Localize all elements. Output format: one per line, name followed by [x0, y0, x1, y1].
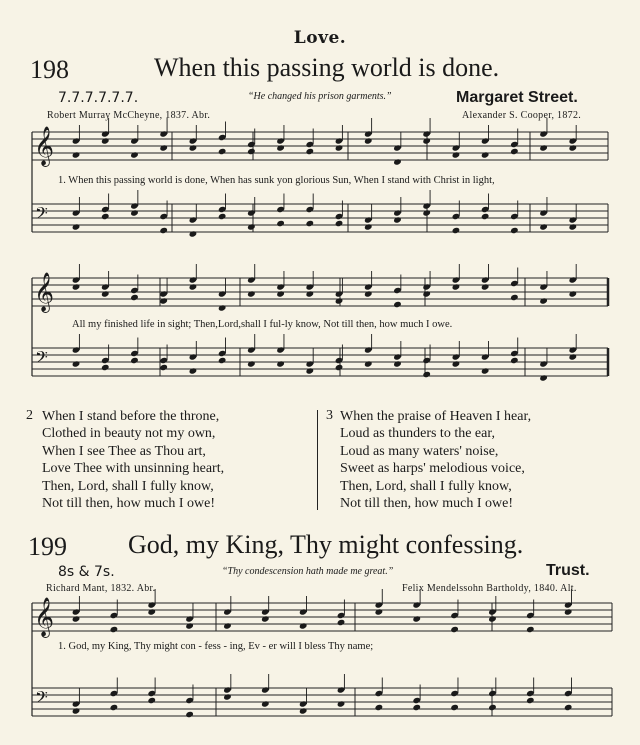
note-head	[539, 297, 548, 304]
music-lyric-line: All my finished life in sight; Then,Lord,shall I ful-ly know, Not till then, how much I owe.	[72, 319, 453, 330]
bass-clef-icon: 𝄢	[35, 687, 48, 712]
note-head	[335, 297, 344, 304]
note-head	[261, 700, 270, 707]
hymn-quote: “He changed his prison garments.”	[248, 91, 392, 102]
composer-credit: Felix Mendelssohn Bartholdy, 1840. Alt.	[402, 583, 577, 594]
note-head	[422, 371, 431, 378]
note-head	[364, 137, 373, 144]
verse-line: Clothed in beauty not my own,	[42, 426, 216, 442]
note-head	[247, 360, 256, 367]
note-head	[299, 707, 308, 714]
note-head	[539, 223, 548, 230]
note-head	[189, 367, 198, 374]
staff	[32, 348, 608, 376]
hymn-meter: 7.7.7.7.7.7.	[58, 90, 139, 106]
note-head	[450, 626, 459, 633]
author-credit: Robert Murray McCheyne, 1837. Abr.	[47, 110, 211, 121]
note-head	[185, 711, 194, 718]
note-head	[218, 213, 227, 220]
treble-clef-icon: 𝄞	[34, 126, 55, 167]
note-head	[422, 290, 431, 297]
note-head	[185, 622, 194, 629]
treble-clef-icon: 𝄞	[34, 272, 55, 313]
note-head	[72, 360, 81, 367]
hymn-number: 199	[28, 532, 67, 561]
note-head	[130, 357, 139, 364]
note-head	[337, 700, 346, 707]
hymn-title: God, my King, Thy might confessing.	[128, 530, 524, 559]
staff	[32, 278, 608, 306]
music-lyric-line: 1. When this passing world is done, When has sunk yon glorious Sun, When I stand with Christ in light,	[58, 175, 495, 186]
note-head	[306, 220, 315, 227]
note-head	[564, 608, 573, 615]
note-head	[488, 615, 497, 622]
note-head	[110, 626, 119, 633]
note-head	[159, 364, 168, 371]
note-head	[223, 693, 232, 700]
note-head	[375, 608, 384, 615]
note-head	[130, 151, 139, 158]
note-head	[101, 364, 110, 371]
note-head	[564, 704, 573, 711]
verse-line: Not till then, how much I owe!	[42, 496, 216, 512]
note-head	[247, 223, 256, 230]
note-head	[481, 151, 490, 158]
note-head	[276, 360, 285, 367]
verse-number: 3	[326, 408, 333, 423]
tune-name: Margaret Street.	[456, 89, 578, 106]
note-head	[364, 223, 373, 230]
note-head	[218, 357, 227, 364]
note-head	[72, 151, 81, 158]
note-head	[101, 213, 110, 220]
verse-number: 2	[26, 408, 33, 423]
note-head	[481, 367, 490, 374]
note-head	[159, 144, 168, 151]
note-head	[510, 227, 519, 234]
note-head	[569, 353, 578, 360]
note-head	[159, 297, 168, 304]
author-credit: Richard Mant, 1832. Abr.	[46, 583, 156, 594]
note-head	[110, 704, 119, 711]
note-head	[299, 622, 308, 629]
hymn-title: When this passing world is done.	[154, 53, 500, 82]
verse-line: When I stand before the throne,	[42, 409, 220, 424]
note-head	[510, 294, 519, 301]
note-head	[306, 290, 315, 297]
staff	[32, 688, 612, 716]
note-head	[393, 301, 402, 308]
bass-clef-icon: 𝄢	[35, 203, 48, 228]
note-head	[412, 615, 421, 622]
note-head	[526, 626, 535, 633]
note-head	[306, 148, 315, 155]
note-head	[276, 290, 285, 297]
verse-line: When I see Thee as Thou art,	[42, 443, 206, 459]
hymn-quote: “Thy condescension hath made me great.”	[222, 566, 394, 577]
note-head	[247, 148, 256, 155]
music-lyric-line: 1. God, my King, Thy might con - fess - ing, Ev - er will I bless Thy name;	[58, 641, 374, 652]
verse-line: Loud as thunders to the ear,	[340, 426, 495, 442]
note-head	[510, 148, 519, 155]
note-head	[452, 227, 461, 234]
note-head	[72, 615, 81, 622]
section-title: Love.	[293, 28, 347, 48]
note-head	[488, 704, 497, 711]
verse-line: Love Thee with unsinning heart,	[42, 461, 225, 477]
note-head	[481, 283, 490, 290]
note-head	[72, 223, 81, 230]
note-head	[223, 622, 232, 629]
note-head	[510, 357, 519, 364]
note-head	[364, 290, 373, 297]
note-head	[569, 290, 578, 297]
note-head	[481, 213, 490, 220]
verse-divider	[317, 410, 318, 510]
note-head	[335, 144, 344, 151]
note-head	[393, 360, 402, 367]
verse-line: When the praise of Heaven I hear,	[340, 409, 532, 424]
treble-clef-icon: 𝄞	[34, 597, 55, 638]
note-head	[130, 209, 139, 216]
composer-credit: Alexander S. Cooper, 1872.	[462, 110, 582, 121]
tune-name: Trust.	[546, 562, 590, 579]
note-head	[306, 367, 315, 374]
note-head	[101, 290, 110, 297]
note-head	[452, 283, 461, 290]
note-head	[422, 137, 431, 144]
note-head	[422, 209, 431, 216]
note-head	[452, 360, 461, 367]
note-head	[147, 608, 156, 615]
note-head	[218, 148, 227, 155]
note-head	[72, 283, 81, 290]
note-head	[526, 697, 535, 704]
verse-line: Then, Lord, shall I fully know,	[42, 478, 214, 494]
note-head	[261, 615, 270, 622]
note-head	[412, 704, 421, 711]
note-head	[218, 304, 227, 311]
note-head	[130, 294, 139, 301]
bass-clef-icon: 𝄢	[35, 347, 48, 372]
note-head	[375, 704, 384, 711]
note-head	[569, 144, 578, 151]
note-head	[247, 290, 256, 297]
verse-line: Not till then, how much I owe!	[340, 496, 514, 512]
note-head	[335, 220, 344, 227]
staff	[32, 603, 612, 631]
note-head	[276, 220, 285, 227]
note-head	[364, 360, 373, 367]
hymn-meter: 8s & 7s.	[58, 564, 115, 580]
note-head	[393, 216, 402, 223]
note-head	[335, 364, 344, 371]
note-head	[337, 619, 346, 626]
hymn-number: 198	[30, 55, 69, 84]
staff	[32, 204, 608, 232]
verse-line: Loud as many waters' noise,	[340, 443, 499, 459]
note-head	[101, 137, 110, 144]
note-head	[147, 697, 156, 704]
verse-line: Then, Lord, shall I fully know,	[340, 478, 512, 494]
note-head	[452, 151, 461, 158]
verse-2	[42, 408, 224, 512]
note-head	[189, 283, 198, 290]
note-head	[393, 158, 402, 165]
note-head	[72, 707, 81, 714]
staff	[32, 132, 608, 160]
note-head	[539, 374, 548, 381]
note-head	[450, 704, 459, 711]
note-head	[569, 223, 578, 230]
verse-line: Sweet as harps' melodious voice,	[340, 461, 525, 477]
note-head	[276, 144, 285, 151]
note-head	[539, 144, 548, 151]
verse-3	[340, 408, 531, 512]
note-head	[189, 144, 198, 151]
note-head	[189, 230, 198, 237]
note-head	[159, 227, 168, 234]
